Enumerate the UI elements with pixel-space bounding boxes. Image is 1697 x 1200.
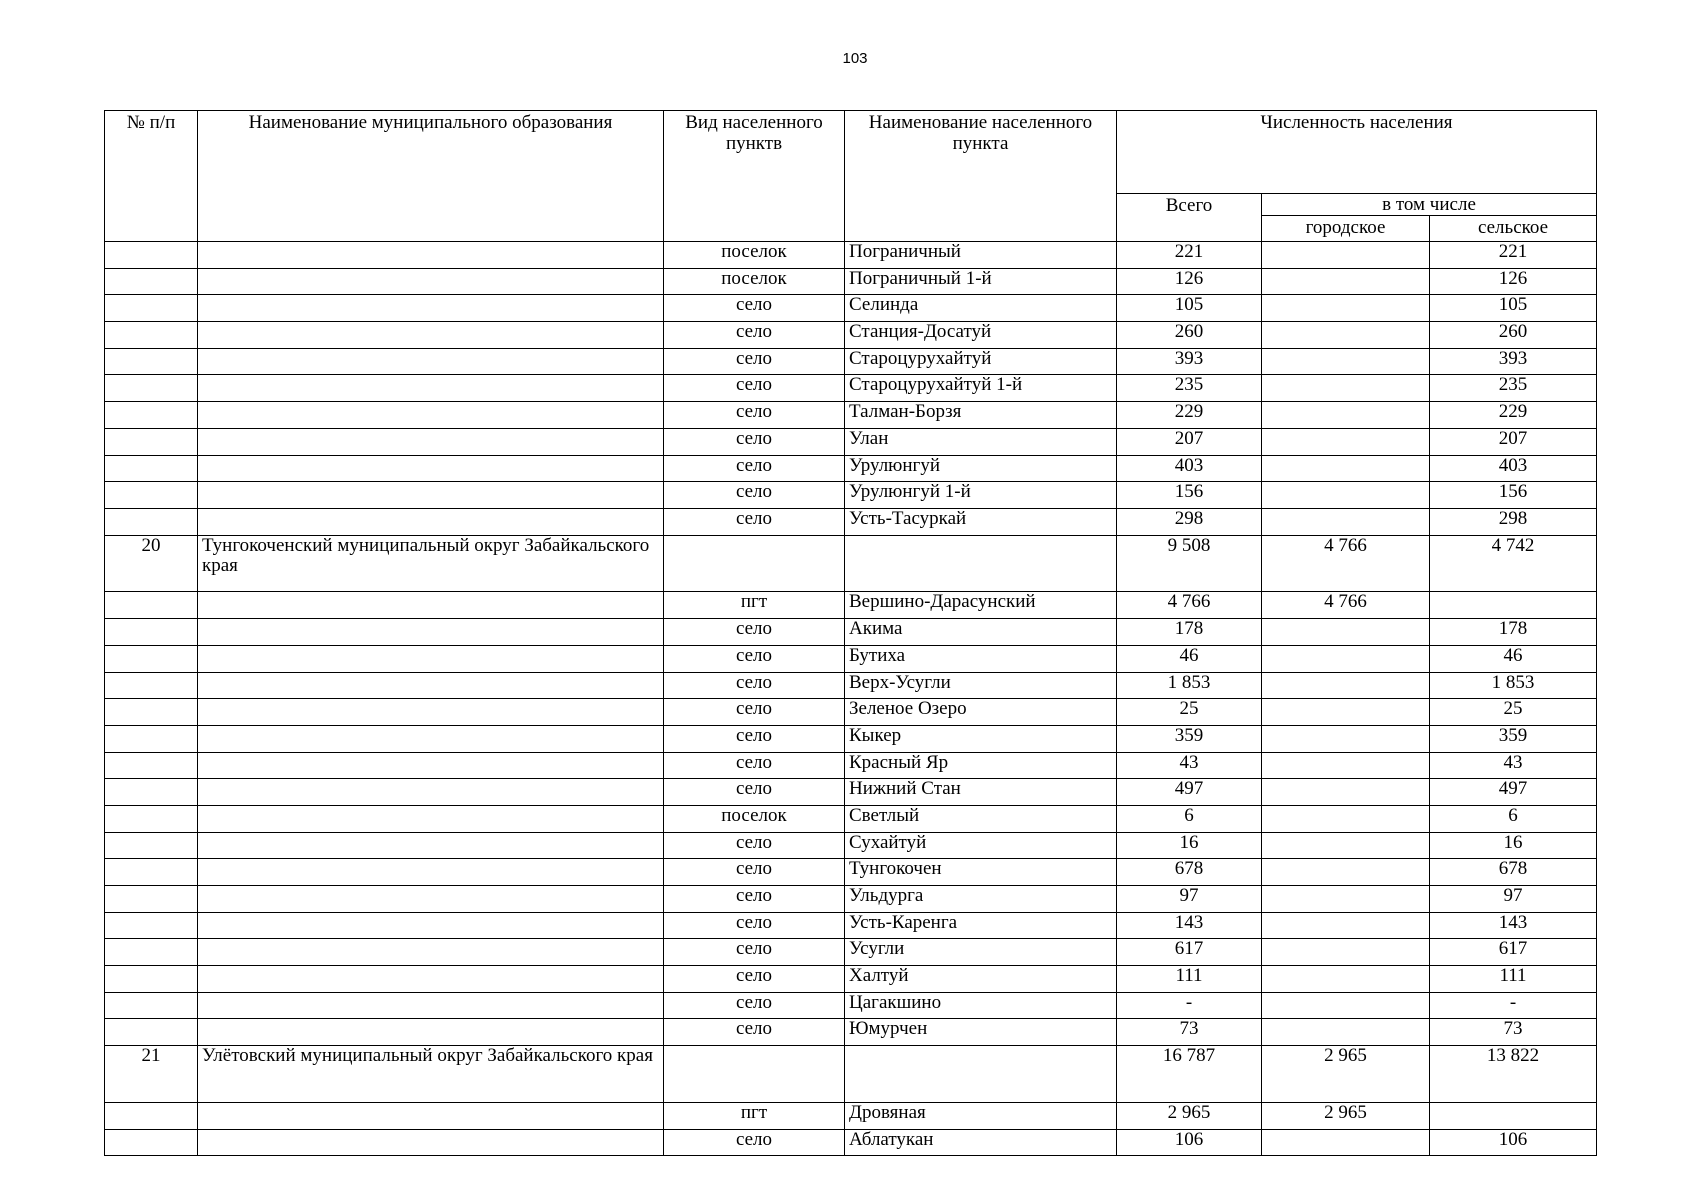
table-body	[105, 242, 1597, 1156]
table-row	[105, 645, 1597, 672]
cell-urban	[1262, 752, 1430, 779]
cell-settlement-name: Халтуй	[845, 966, 1117, 993]
cell-rural: 221	[1430, 242, 1597, 269]
cell-total: 16 787	[1117, 1046, 1262, 1103]
cell-total: 43	[1117, 752, 1262, 779]
cell-rural: 25	[1430, 699, 1597, 726]
cell-total: 260	[1117, 322, 1262, 349]
cell-municipality	[198, 805, 664, 832]
cell-num	[105, 966, 198, 993]
cell-settlement-name: Бутиха	[845, 645, 1117, 672]
cell-urban	[1262, 322, 1430, 349]
cell-urban	[1262, 966, 1430, 993]
cell-rural: 1 853	[1430, 672, 1597, 699]
cell-total: 25	[1117, 699, 1262, 726]
cell-rural	[1430, 592, 1597, 619]
cell-municipality	[198, 725, 664, 752]
cell-settlement-type: село	[664, 672, 845, 699]
cell-num	[105, 619, 198, 646]
cell-municipality	[198, 428, 664, 455]
header-population: Численность населения	[1117, 111, 1597, 194]
cell-rural: 678	[1430, 859, 1597, 886]
cell-num	[105, 939, 198, 966]
table-row	[105, 508, 1597, 535]
cell-municipality	[198, 699, 664, 726]
cell-total: 393	[1117, 348, 1262, 375]
table-row	[105, 242, 1597, 269]
table-row	[105, 619, 1597, 646]
cell-total: 678	[1117, 859, 1262, 886]
cell-total: 221	[1117, 242, 1262, 269]
cell-urban	[1262, 886, 1430, 913]
cell-municipality	[198, 859, 664, 886]
cell-urban	[1262, 859, 1430, 886]
cell-settlement-type: пгт	[664, 1103, 845, 1130]
cell-settlement-name: Станция-Досатуй	[845, 322, 1117, 349]
table-row	[105, 912, 1597, 939]
cell-municipality	[198, 1103, 664, 1130]
cell-urban: 4 766	[1262, 535, 1430, 592]
cell-total: 16	[1117, 832, 1262, 859]
cell-settlement-type: село	[664, 375, 845, 402]
cell-settlement-type: село	[664, 859, 845, 886]
cell-num	[105, 375, 198, 402]
table-header	[105, 111, 1597, 242]
cell-settlement-name: Юмурчен	[845, 1019, 1117, 1046]
cell-settlement-type: село	[664, 348, 845, 375]
cell-num	[105, 322, 198, 349]
cell-num	[105, 348, 198, 375]
cell-total: 1 853	[1117, 672, 1262, 699]
cell-settlement-name: Аблатукан	[845, 1129, 1117, 1156]
cell-settlement-name: Пограничный	[845, 242, 1117, 269]
cell-settlement-name: Талман-Борзя	[845, 402, 1117, 429]
cell-settlement-name: Цагакшино	[845, 992, 1117, 1019]
table-row	[105, 805, 1597, 832]
cell-total: 156	[1117, 482, 1262, 509]
cell-urban	[1262, 645, 1430, 672]
cell-settlement-name	[845, 1046, 1117, 1103]
cell-rural: 497	[1430, 779, 1597, 806]
cell-num	[105, 455, 198, 482]
cell-municipality	[198, 295, 664, 322]
cell-settlement-type: село	[664, 939, 845, 966]
cell-urban	[1262, 375, 1430, 402]
cell-rural: 235	[1430, 375, 1597, 402]
cell-num	[105, 672, 198, 699]
cell-rural: 106	[1430, 1129, 1597, 1156]
cell-municipality	[198, 268, 664, 295]
cell-num	[105, 268, 198, 295]
cell-settlement-type: поселок	[664, 268, 845, 295]
cell-urban: 2 965	[1262, 1046, 1430, 1103]
cell-total: 9 508	[1117, 535, 1262, 592]
cell-municipality	[198, 322, 664, 349]
cell-rural: 393	[1430, 348, 1597, 375]
table-row	[105, 428, 1597, 455]
cell-rural: 16	[1430, 832, 1597, 859]
cell-rural: 97	[1430, 886, 1597, 913]
cell-num	[105, 428, 198, 455]
header-of-which	[1262, 194, 1597, 216]
cell-settlement-type: село	[664, 482, 845, 509]
header-rural: сельское	[1430, 216, 1597, 242]
cell-urban	[1262, 455, 1430, 482]
cell-settlement-name: Вершино-Дарасунский	[845, 592, 1117, 619]
cell-settlement-type: село	[664, 992, 845, 1019]
cell-settlement-name: Пограничный 1-й	[845, 268, 1117, 295]
cell-num	[105, 699, 198, 726]
cell-total: 229	[1117, 402, 1262, 429]
cell-rural: 403	[1430, 455, 1597, 482]
cell-urban	[1262, 779, 1430, 806]
cell-settlement-type: село	[664, 295, 845, 322]
cell-num	[105, 482, 198, 509]
cell-total: 207	[1117, 428, 1262, 455]
cell-municipality: Тунгокоченский муниципальный округ Забайкальского края	[198, 535, 664, 592]
cell-num	[105, 508, 198, 535]
table-row	[105, 482, 1597, 509]
cell-num	[105, 1103, 198, 1130]
table-row	[105, 699, 1597, 726]
cell-settlement-type: село	[664, 455, 845, 482]
cell-rural: 4 742	[1430, 535, 1597, 592]
municipality-row	[105, 1046, 1597, 1103]
table-row	[105, 295, 1597, 322]
cell-municipality	[198, 455, 664, 482]
cell-municipality	[198, 619, 664, 646]
cell-municipality	[198, 482, 664, 509]
cell-total: -	[1117, 992, 1262, 1019]
header-settlement-name: Наименование населенного пункта	[845, 111, 1117, 242]
table-row	[105, 939, 1597, 966]
cell-settlement-type: село	[664, 886, 845, 913]
header-total: Всего	[1117, 194, 1262, 242]
cell-settlement-name: Староцурухайтуй 1-й	[845, 375, 1117, 402]
cell-municipality	[198, 912, 664, 939]
cell-total: 126	[1117, 268, 1262, 295]
cell-num	[105, 295, 198, 322]
cell-rural: 46	[1430, 645, 1597, 672]
table-row	[105, 375, 1597, 402]
cell-total: 178	[1117, 619, 1262, 646]
cell-total: 4 766	[1117, 592, 1262, 619]
cell-settlement-name: Усть-Тасуркай	[845, 508, 1117, 535]
cell-settlement-name: Ульдурга	[845, 886, 1117, 913]
header-settlement-type: Вид населенного пунктв	[664, 111, 845, 242]
table-row	[105, 832, 1597, 859]
cell-settlement-name: Тунгокочен	[845, 859, 1117, 886]
cell-settlement-type: село	[664, 645, 845, 672]
cell-settlement-name: Староцурухайтуй	[845, 348, 1117, 375]
cell-urban	[1262, 348, 1430, 375]
cell-rural: 207	[1430, 428, 1597, 455]
cell-urban	[1262, 672, 1430, 699]
cell-rural: 298	[1430, 508, 1597, 535]
cell-settlement-name: Селинда	[845, 295, 1117, 322]
cell-settlement-name: Кыкер	[845, 725, 1117, 752]
cell-settlement-type: село	[664, 402, 845, 429]
cell-municipality: Улётовский муниципальный округ Забайкальского края	[198, 1046, 664, 1103]
page-number: 103	[842, 50, 868, 67]
cell-rural: 260	[1430, 322, 1597, 349]
cell-urban	[1262, 619, 1430, 646]
cell-settlement-type	[664, 535, 845, 592]
cell-urban	[1262, 805, 1430, 832]
cell-num	[105, 992, 198, 1019]
cell-num	[105, 1019, 198, 1046]
cell-municipality	[198, 886, 664, 913]
cell-settlement-type: село	[664, 322, 845, 349]
cell-urban	[1262, 295, 1430, 322]
cell-rural: 43	[1430, 752, 1597, 779]
header-of-which-label: в том числе	[1382, 196, 1476, 214]
cell-num	[105, 805, 198, 832]
cell-settlement-name: Усугли	[845, 939, 1117, 966]
cell-settlement-name: Светлый	[845, 805, 1117, 832]
header-urban: городское	[1262, 216, 1430, 242]
cell-settlement-type: село	[664, 428, 845, 455]
cell-urban	[1262, 268, 1430, 295]
cell-settlement-type: село	[664, 1019, 845, 1046]
cell-total: 403	[1117, 455, 1262, 482]
cell-rural: 73	[1430, 1019, 1597, 1046]
cell-settlement-type: село	[664, 508, 845, 535]
cell-num	[105, 402, 198, 429]
cell-rural: 617	[1430, 939, 1597, 966]
cell-rural: 105	[1430, 295, 1597, 322]
cell-urban	[1262, 699, 1430, 726]
table-row	[105, 455, 1597, 482]
cell-settlement-name: Акима	[845, 619, 1117, 646]
cell-num	[105, 592, 198, 619]
table-row	[105, 1103, 1597, 1130]
cell-settlement-type: село	[664, 619, 845, 646]
cell-municipality	[198, 672, 664, 699]
table-row	[105, 886, 1597, 913]
cell-num	[105, 752, 198, 779]
cell-urban	[1262, 832, 1430, 859]
cell-urban	[1262, 402, 1430, 429]
cell-settlement-name: Дровяная	[845, 1103, 1117, 1130]
cell-total: 73	[1117, 1019, 1262, 1046]
table-row	[105, 966, 1597, 993]
cell-rural: 126	[1430, 268, 1597, 295]
table-row	[105, 402, 1597, 429]
cell-settlement-name: Урулюнгуй 1-й	[845, 482, 1117, 509]
cell-settlement-type: пгт	[664, 592, 845, 619]
cell-settlement-name: Верх-Усугли	[845, 672, 1117, 699]
cell-num	[105, 912, 198, 939]
cell-settlement-type: село	[664, 912, 845, 939]
cell-settlement-type: поселок	[664, 805, 845, 832]
cell-urban	[1262, 725, 1430, 752]
cell-urban	[1262, 912, 1430, 939]
cell-urban	[1262, 482, 1430, 509]
header-num: № п/п	[105, 111, 198, 242]
cell-rural: 156	[1430, 482, 1597, 509]
cell-municipality	[198, 832, 664, 859]
cell-settlement-name: Усть-Каренга	[845, 912, 1117, 939]
cell-municipality	[198, 348, 664, 375]
cell-num	[105, 242, 198, 269]
cell-municipality	[198, 966, 664, 993]
cell-settlement-name: Нижний Стан	[845, 779, 1117, 806]
cell-settlement-type: село	[664, 832, 845, 859]
table-row	[105, 1129, 1597, 1156]
cell-rural: 6	[1430, 805, 1597, 832]
table-row	[105, 725, 1597, 752]
cell-total: 497	[1117, 779, 1262, 806]
cell-settlement-type: село	[664, 725, 845, 752]
cell-total: 298	[1117, 508, 1262, 535]
cell-rural	[1430, 1103, 1597, 1130]
table-row	[105, 672, 1597, 699]
cell-total: 106	[1117, 1129, 1262, 1156]
cell-urban	[1262, 939, 1430, 966]
cell-settlement-type: село	[664, 699, 845, 726]
cell-settlement-name: Сухайтуй	[845, 832, 1117, 859]
cell-total: 359	[1117, 725, 1262, 752]
cell-rural: 178	[1430, 619, 1597, 646]
municipality-row	[105, 535, 1597, 592]
cell-municipality	[198, 375, 664, 402]
cell-settlement-name: Улан	[845, 428, 1117, 455]
cell-settlement-name: Урулюнгуй	[845, 455, 1117, 482]
cell-settlement-name: Зеленое Озеро	[845, 699, 1117, 726]
cell-total: 105	[1117, 295, 1262, 322]
cell-urban	[1262, 1019, 1430, 1046]
cell-urban	[1262, 1129, 1430, 1156]
cell-rural: 111	[1430, 966, 1597, 993]
cell-municipality	[198, 1129, 664, 1156]
cell-rural: 13 822	[1430, 1046, 1597, 1103]
cell-municipality	[198, 508, 664, 535]
table-row	[105, 752, 1597, 779]
cell-num	[105, 725, 198, 752]
cell-urban	[1262, 242, 1430, 269]
cell-settlement-type: село	[664, 779, 845, 806]
cell-municipality	[198, 992, 664, 1019]
cell-num	[105, 886, 198, 913]
cell-municipality	[198, 752, 664, 779]
cell-urban: 4 766	[1262, 592, 1430, 619]
table-row	[105, 992, 1597, 1019]
cell-rural: -	[1430, 992, 1597, 1019]
cell-urban: 2 965	[1262, 1103, 1430, 1130]
table-row	[105, 859, 1597, 886]
cell-total: 2 965	[1117, 1103, 1262, 1130]
cell-rural: 229	[1430, 402, 1597, 429]
cell-municipality	[198, 1019, 664, 1046]
cell-settlement-type: село	[664, 966, 845, 993]
cell-urban	[1262, 508, 1430, 535]
cell-num	[105, 779, 198, 806]
cell-rural: 359	[1430, 725, 1597, 752]
population-table	[104, 110, 1597, 1156]
cell-num	[105, 1129, 198, 1156]
cell-urban	[1262, 428, 1430, 455]
cell-settlement-name	[845, 535, 1117, 592]
cell-settlement-type	[664, 1046, 845, 1103]
cell-total: 111	[1117, 966, 1262, 993]
cell-municipality	[198, 645, 664, 672]
cell-urban	[1262, 992, 1430, 1019]
cell-settlement-name: Красный Яр	[845, 752, 1117, 779]
cell-municipality	[198, 939, 664, 966]
cell-settlement-type: село	[664, 752, 845, 779]
cell-num: 20	[105, 535, 198, 592]
table-row	[105, 592, 1597, 619]
cell-municipality	[198, 592, 664, 619]
table-row	[105, 268, 1597, 295]
table-row	[105, 779, 1597, 806]
cell-total: 46	[1117, 645, 1262, 672]
table-row	[105, 1019, 1597, 1046]
cell-municipality	[198, 402, 664, 429]
cell-total: 97	[1117, 886, 1262, 913]
cell-num	[105, 645, 198, 672]
cell-municipality	[198, 779, 664, 806]
cell-rural: 143	[1430, 912, 1597, 939]
cell-settlement-type: поселок	[664, 242, 845, 269]
cell-settlement-type: село	[664, 1129, 845, 1156]
cell-total: 617	[1117, 939, 1262, 966]
cell-total: 235	[1117, 375, 1262, 402]
table-row	[105, 348, 1597, 375]
cell-total: 6	[1117, 805, 1262, 832]
cell-num	[105, 859, 198, 886]
table-row	[105, 322, 1597, 349]
header-municipality: Наименование муниципального образования	[198, 111, 664, 242]
cell-total: 143	[1117, 912, 1262, 939]
cell-municipality	[198, 242, 664, 269]
cell-num: 21	[105, 1046, 198, 1103]
cell-num	[105, 832, 198, 859]
